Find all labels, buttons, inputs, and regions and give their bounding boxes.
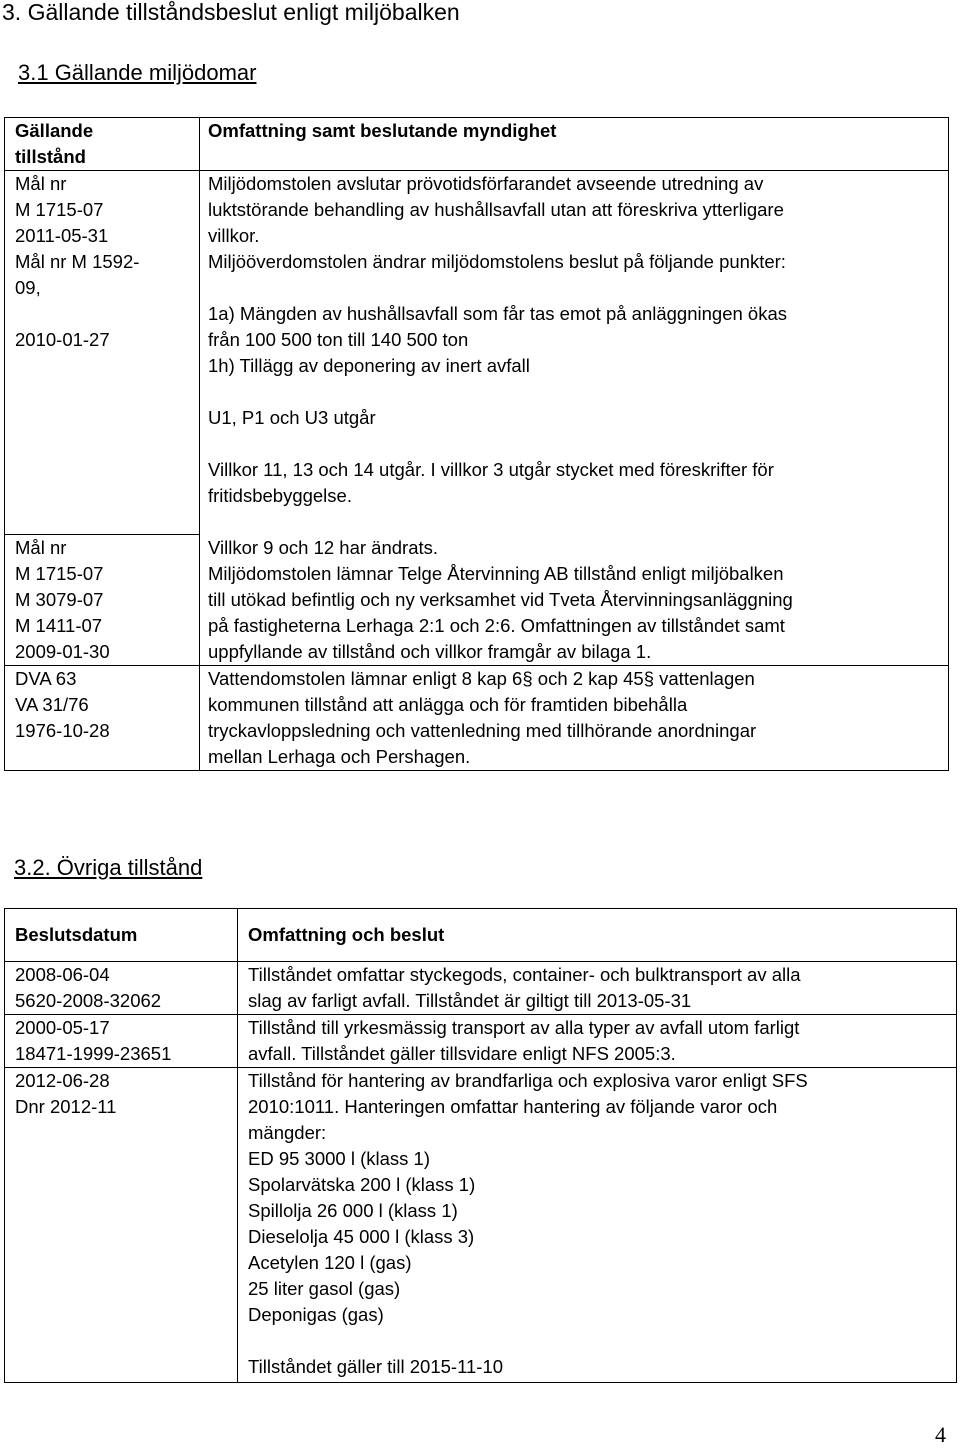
permit1-left-cell [5, 962, 238, 1015]
header-cell-beslutsdatum [5, 909, 238, 962]
permit2-dates [15, 1015, 237, 1067]
text-line: 09, [15, 277, 41, 298]
permit1-description [248, 962, 956, 1014]
text-line: ED 95 3000 l (klass 1) [248, 1148, 431, 1169]
text-line: 2000-05-17 [15, 1017, 110, 1038]
text-line: 5620-2008-32062 [15, 990, 162, 1011]
text-line: Spillolja 26 000 l (klass 1) [248, 1200, 458, 1221]
text-line: Mål nr M 1592- [15, 251, 140, 272]
row3-case-numbers [15, 666, 199, 744]
text-line: mellan Lerhaga och Pershagen. [208, 746, 471, 767]
text-line: Tillstånd för hantering av brandfarliga och explosiva varor enligt SFS [248, 1070, 808, 1091]
text-line: Tillståndet omfattar styckegods, container- och bulktransport av alla [248, 964, 801, 985]
text-line: villkor. [208, 225, 260, 246]
text-line: Villkor 9 och 12 har ändrats. [208, 537, 439, 558]
text-line: DVA 63 [15, 668, 77, 689]
blank-line [15, 301, 199, 327]
text-line: Deponigas (gas) [248, 1304, 384, 1325]
blank-line [208, 379, 948, 405]
text-line: M 1411-07 [15, 615, 103, 636]
text-line: tillstånd [15, 146, 86, 167]
text-line: M 1715-07 [15, 199, 104, 220]
text-line: på fastigheterna Lerhaga 2:1 och 2:6. Omfattningen av tillståndet samt [208, 615, 785, 636]
header-cell-omfattning-beslut [238, 909, 957, 962]
text-line: Spolarvätska 200 l (klass 1) [248, 1174, 476, 1195]
row3-left-cell [5, 666, 200, 771]
permit2-left-cell [5, 1015, 238, 1068]
permit3-dates [15, 1068, 237, 1120]
row1-left-cell [5, 171, 200, 535]
subsection-title-miljodomar: 3.1 Gällande miljödomar [18, 60, 257, 85]
text-line: Miljödomstolen lämnar Telge Återvinning AB tillstånd enligt miljöbalken [208, 563, 784, 584]
text-line: Tillstånd till yrkesmässig transport av alla typer av avfall utom farligt [248, 1017, 800, 1038]
blank-line [208, 431, 948, 457]
page-number: 4 [935, 1422, 946, 1447]
miljodomar-table [4, 117, 949, 771]
text-line: VA 31/76 [15, 694, 89, 715]
text-line: M 3079-07 [15, 589, 104, 610]
header-cell-tillstand [5, 118, 200, 171]
text-line: avfall. Tillståndet gäller tillsvidare enligt NFS 2005:3. [248, 1043, 676, 1064]
permit2-description [248, 1015, 956, 1067]
text-line: mängder: [248, 1122, 327, 1143]
text-line: Tillståndet gäller till 2015-11-10 [248, 1356, 504, 1377]
permit3-right-cell [238, 1068, 957, 1383]
text-line: 2010-01-27 [15, 329, 110, 350]
subsection-title-ovriga: 3.2. Övriga tillstånd [14, 855, 203, 880]
header-omfattning: Omfattning samt beslutande myndighet [208, 120, 557, 141]
row2-description [208, 561, 948, 665]
text-line: Gällande [15, 120, 94, 141]
blank-line [248, 1328, 956, 1354]
row2-case-numbers [15, 535, 199, 665]
text-line: uppfyllande av tillstånd och villkor framgår av bilaga 1. [208, 641, 652, 662]
permit1-right-cell [238, 962, 957, 1015]
text-line: till utökad befintlig och ny verksamhet vid Tveta Återvinningsanläggning [208, 589, 793, 610]
text-line: 2008-06-04 [15, 964, 110, 985]
section-title: 3. Gällande tillståndsbeslut enligt miljöbalken [2, 0, 460, 25]
text-line: Mål nr [15, 537, 67, 558]
text-line: 1976-10-28 [15, 720, 110, 741]
table-header-row [5, 909, 957, 962]
blank-line [208, 275, 948, 301]
text-line: 18471-1999-23651 [15, 1043, 172, 1064]
row3-right-cell [200, 666, 949, 771]
text-line: 2009-01-30 [15, 641, 110, 662]
row1-case-numbers [15, 171, 199, 353]
permit3-left-cell [5, 1068, 238, 1383]
row1-right-cell [200, 171, 949, 666]
table-row [5, 666, 949, 771]
text-line: 2010:1011. Hanteringen omfattar hantering av följande varor och [248, 1096, 778, 1117]
text-line: M 1715-07 [15, 563, 104, 584]
table-row [5, 171, 949, 535]
table-row [5, 1015, 957, 1068]
text-line: fritidsbebyggelse. [208, 485, 352, 506]
ovriga-tillstand-table [4, 908, 957, 1383]
table-row [5, 962, 957, 1015]
text-line: Acetylen 120 l (gas) [248, 1252, 412, 1273]
text-line: kommunen tillstånd att anlägga och för framtiden bibehålla [208, 694, 688, 715]
permit2-right-cell [238, 1015, 957, 1068]
text-line: 1h) Tillägg av deponering av inert avfall [208, 355, 530, 376]
row2-left-cell [5, 535, 200, 666]
row3-description [208, 666, 948, 770]
table-header-row [5, 118, 949, 171]
table-row [5, 1068, 957, 1383]
text-line: tryckavloppsledning och vattenledning med tillhörande anordningar [208, 720, 757, 741]
text-line: från 100 500 ton till 140 500 ton [208, 329, 469, 350]
text-line: Dieselolja 45 000 l (klass 3) [248, 1226, 475, 1247]
header-omfattning-beslut: Omfattning och beslut [248, 924, 445, 945]
text-line: Miljööverdomstolen ändrar miljödomstolens beslut på följande punkter: [208, 251, 786, 272]
row1-description [208, 171, 948, 561]
text-line: Dnr 2012-11 [15, 1096, 117, 1117]
text-line: Miljödomstolen avslutar prövotidsförfarandet avseende utredning av [208, 173, 764, 194]
header-beslutsdatum: Beslutsdatum [15, 924, 138, 945]
permit1-dates [15, 962, 237, 1014]
text-line: 2012-06-28 [15, 1070, 110, 1091]
text-line: Vattendomstolen lämnar enligt 8 kap 6§ och 2 kap 45§ vattenlagen [208, 668, 755, 689]
text-line: luktstörande behandling av hushållsavfall utan att föreskriva ytterligare [208, 199, 784, 220]
text-line: 2011-05-31 [15, 225, 109, 246]
text-line: Villkor 11, 13 och 14 utgår. I villkor 3 utgår stycket med föreskrifter för [208, 459, 774, 480]
permit3-description [248, 1068, 956, 1380]
text-line: U1, P1 och U3 utgår [208, 407, 376, 428]
text-line: 25 liter gasol (gas) [248, 1278, 401, 1299]
header-cell-omfattning [200, 118, 949, 171]
text-line: slag av farligt avfall. Tillståndet är giltigt till 2013-05-31 [248, 990, 692, 1011]
text-line: Mål nr [15, 173, 67, 194]
blank-line [208, 509, 948, 535]
text-line: 1a) Mängden av hushållsavfall som får tas emot på anläggningen ökas [208, 303, 787, 324]
header-tillstand-lines [15, 118, 199, 170]
